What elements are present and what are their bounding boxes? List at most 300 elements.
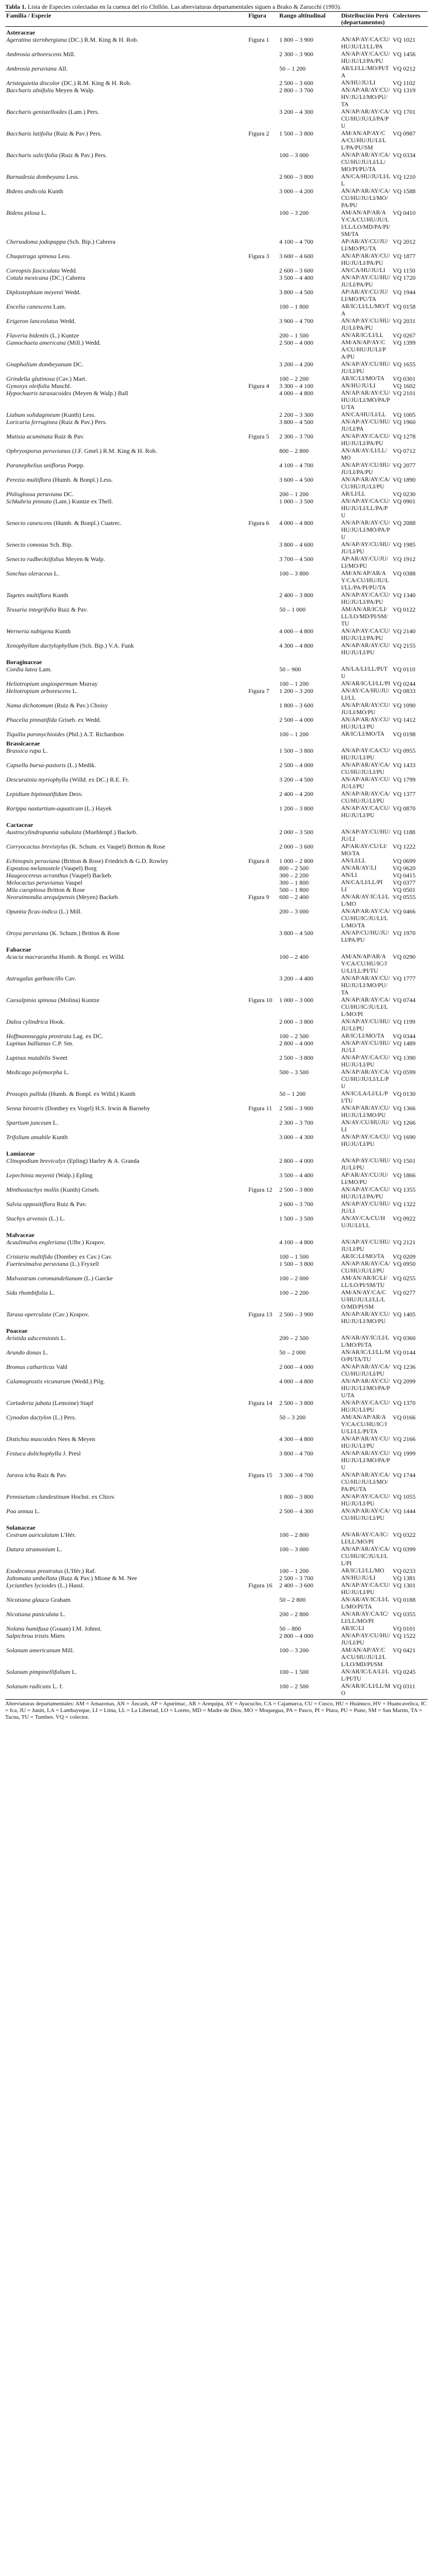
collector-cell: VQ 1522: [393, 1632, 416, 1639]
collector-cell: VQ 0415: [393, 872, 416, 879]
figure-cell: [247, 1040, 278, 1054]
table-row: [5, 1507, 428, 1522]
species-cell: [5, 79, 247, 87]
species-name: Lepidium bipinnatifidum: [6, 790, 68, 798]
family-row: [5, 1522, 428, 1531]
figure-cell: [247, 1435, 278, 1450]
distribution-cell: AM/AN/AR/IC/LI/LL/LO/MD/PI/SM/TU: [341, 606, 388, 627]
table-row: [5, 108, 428, 130]
distribution-cell: AN/AP/AY/CU/HU/JU/LI/PU: [341, 541, 391, 555]
collector-cell: VQ 2101: [393, 389, 416, 397]
altitude-cell: 2 300 – 3 700: [279, 1119, 313, 1126]
distribution-cell: AN/AP/AY/CU/HU/JU/LI/PU: [341, 1633, 391, 1646]
species-cell: [5, 209, 247, 238]
collector-cell: VQ 0399: [393, 1546, 416, 1553]
collector-cell: VQ 0712: [393, 447, 416, 454]
table-row: [5, 1040, 428, 1054]
figure-cell: [247, 274, 278, 289]
species-name: Heliotropium angiospermum: [6, 680, 78, 687]
collector-cell: VQ 1319: [393, 87, 416, 94]
figure-cell: [247, 418, 278, 433]
species-author: Muschl.: [51, 382, 72, 389]
species-name: Senna birostris: [6, 1105, 44, 1112]
species-name: Jaltomata umbellata: [6, 1574, 57, 1582]
altitude-cell: 3 800 – 4 500: [279, 289, 313, 296]
distribution-cell: AN/AP/AY/CA/CU/HU/JU/LI/PU: [341, 1134, 390, 1147]
distribution-cell: AN/AP/AY/CA/CU/HU/JU/LI/LL/PA: [341, 37, 390, 50]
species-cell: [5, 1414, 247, 1435]
species-cell: [5, 1349, 247, 1363]
distribution-cell: AN/AP/AY/CA/CU/HU/JU/LI/PU: [341, 1582, 390, 1596]
altitude-cell: 100 – 1 500: [279, 1668, 309, 1675]
species-name: Bidens andicola: [6, 188, 46, 195]
species-cell: [5, 418, 247, 433]
species-name: Nicotiana glauca: [6, 1596, 49, 1603]
distribution-cell: AN/AP/AY/CA/CU/HU/JU/LI/PA/PU: [341, 51, 390, 64]
altitude-cell: 2 500 – 3 800: [279, 1186, 313, 1193]
table-row: [5, 996, 428, 1018]
distribution-cell: AN/CA/HU/LI/LL: [341, 412, 386, 418]
altitude-cell: 2 000 – 3 500: [279, 828, 313, 836]
altitude-cell: 1 500 – 3 800: [279, 130, 313, 137]
table-row: [5, 1239, 428, 1253]
species-name: Melocactus peruvianus: [6, 879, 64, 886]
table-row: [5, 953, 428, 975]
species-name: Prosopis pallida: [6, 1090, 47, 1097]
altitude-cell: 4 300 – 4 800: [279, 642, 313, 649]
species-author: Lam.: [39, 666, 52, 673]
table-row: [5, 886, 428, 893]
figure-cell: [247, 1507, 278, 1522]
species-name: Baccharis latifolia: [6, 130, 53, 137]
column-header-species: Familia / Especie: [5, 12, 247, 27]
species-author: (L.) Pers.: [53, 1414, 76, 1421]
distribution-cell: AN/AP/AY/CU/HU/JU/LI/PA: [341, 419, 391, 432]
collector-cell: VQ 1055: [393, 1493, 416, 1500]
collector-cell: VQ 2121: [393, 1239, 416, 1246]
table-row: [5, 1582, 428, 1596]
species-name: Coreopsis fasciculata: [6, 267, 60, 274]
figure-cell: [247, 1493, 278, 1507]
species-author: Desv.: [69, 790, 83, 798]
table-row: [5, 687, 428, 702]
species-author: (Willd. ex DC.) R.E. Fr.: [70, 776, 129, 783]
collector-cell: VQ 1588: [393, 188, 416, 195]
species-author: Cav.: [65, 975, 76, 982]
distribution-cell: AN/AP/AR/AY/CA/CU/HU/JU/LI/PU: [341, 791, 390, 804]
species-author: (Vaupel) Borg: [61, 865, 97, 872]
species-author: Ruiz & Pav.: [57, 1200, 87, 1208]
family-row: [5, 944, 428, 953]
species-cell: [5, 1289, 247, 1311]
collector-cell: VQ 0166: [393, 1414, 416, 1421]
collector-cell: VQ 1960: [393, 418, 416, 426]
species-cell: [5, 1200, 247, 1215]
species-cell: [5, 1632, 247, 1647]
species-cell: [5, 1311, 247, 1325]
figure-cell: [247, 1611, 278, 1625]
species-author: L.: [41, 209, 47, 216]
distribution-cell: AR/IC/LI/MO/TA: [341, 376, 385, 382]
species-cell: [5, 1668, 247, 1683]
species-name: Capsella bursa-pastoris: [6, 761, 66, 769]
altitude-cell: 3 800 – 4 700: [279, 1450, 313, 1457]
figure-cell: [247, 1574, 278, 1582]
altitude-cell: 2 500 – 3 800: [279, 1054, 313, 1061]
collector-cell: VQ 1501: [393, 1157, 416, 1164]
species-cell: [5, 666, 247, 680]
distribution-cell: AN/AP/AR/AY/CA/CU/HU/IC/JU/LI/LL/PI: [341, 1546, 390, 1567]
figure-cell: [247, 975, 278, 996]
table-caption-text: Lista de Especies colectadas en la cuenca del río Chillón. Las abreviaturas departamentales siguen a Brako & Zarucchi (1993).: [27, 3, 342, 10]
collector-cell: VQ 1456: [393, 50, 416, 58]
table-row: [5, 1349, 428, 1363]
altitude-cell: 3 300 – 4 700: [279, 1471, 313, 1479]
altitude-cell: 3 200 – 4 300: [279, 108, 313, 115]
species-cell: [5, 1683, 247, 1697]
species-author: Lag. ex DC.: [73, 1032, 104, 1040]
species-author: L.: [42, 747, 48, 754]
figure-cell: [247, 87, 278, 108]
distribution-cell: AM/AN/AP/AY/CA/CU/HU/JU/LI/LL/PA/PU/SM: [341, 130, 386, 151]
species-cell: [5, 447, 247, 462]
species-author: (J.F. Gmel.) R.M. King & H. Rob.: [72, 447, 157, 454]
altitude-cell: 1 200 – 3 800: [279, 805, 313, 812]
figure-cell: [247, 267, 278, 274]
distribution-cell: AN/AP/AY/CU/HU/JU/LI/PA/PU: [341, 318, 391, 331]
altitude-cell: 50 – 900: [279, 666, 301, 673]
species-cell: [5, 1090, 247, 1105]
species-cell: [5, 1647, 247, 1668]
altitude-cell: 3 900 – 4 700: [279, 317, 313, 325]
table-caption: [5, 3, 428, 10]
altitude-cell: 200 – 1 200: [279, 490, 309, 498]
altitude-cell: 1 800 – 3 800: [279, 1493, 313, 1500]
distribution-cell: AN/AP/AR/AY/CU/JU/LI/PU: [341, 776, 390, 790]
table-row: [5, 130, 428, 151]
distribution-cell: AN/AP/AR/AY/CU/HU/JU/LI/MO/PA/PU: [341, 1450, 390, 1471]
distribution-cell: AN/AP/AR/AY/CU/HU/JU/LI/MO/PU: [341, 1311, 390, 1325]
distribution-cell: AP/AR/AY/CU/LI/MO/TA: [341, 843, 388, 857]
species-author: Meyen & Walp.: [65, 555, 105, 563]
species-name: Heliotropium arborescens: [6, 687, 71, 694]
species-author: (Muehlenpf.) Backeb.: [83, 828, 138, 836]
species-name: Dalea cylindrica: [6, 1018, 48, 1025]
species-cell: [5, 1215, 247, 1229]
distribution-cell: AR/LI/LL/MO/PI/TA: [341, 65, 389, 79]
species-cell: [5, 332, 247, 339]
species-author: L'Hér.: [60, 1531, 76, 1538]
family-row: [5, 738, 428, 747]
species-cell: [5, 173, 247, 188]
figure-cell: Figura 10: [248, 996, 273, 1004]
table-row: [5, 498, 428, 519]
species-author: L.: [53, 1119, 58, 1126]
altitude-cell: 200 – 2 500: [279, 1334, 309, 1342]
table-row: [5, 1647, 428, 1668]
species-cell: [5, 1378, 247, 1399]
figure-cell: [247, 929, 278, 944]
species-author: L.: [49, 1289, 55, 1296]
collector-cell: VQ 1188: [393, 828, 415, 836]
table-row: [5, 361, 428, 375]
figure-cell: [247, 1531, 278, 1546]
distribution-cell: AN/AR/AY/CA/IC/LI/LL/MO/PI: [341, 1611, 389, 1624]
table-row: [5, 805, 428, 819]
table-row: [5, 65, 428, 79]
altitude-cell: 4 100 – 4 700: [279, 238, 313, 245]
species-author: (K. Schum.) Britton & Rose: [49, 929, 120, 937]
collector-cell: VQ 1877: [393, 252, 416, 260]
species-cell: [5, 790, 247, 805]
figure-cell: [247, 1289, 278, 1311]
collector-cell: VQ 1102: [393, 79, 415, 87]
altitude-cell: 100 – 2 500: [279, 1032, 309, 1040]
altitude-cell: 2 800 – 3 700: [279, 87, 313, 94]
distribution-cell: AM/AN/AY/CA/CU/HU/JU/LI/LL/LO/MD/PI/SM: [341, 1290, 386, 1310]
species-cell: [5, 36, 247, 50]
altitude-cell: 4 000 – 4 800: [279, 389, 313, 397]
altitude-cell: 600 – 2 400: [279, 893, 309, 901]
altitude-cell: 50 – 800: [279, 1625, 301, 1632]
table-row: [5, 893, 428, 908]
collector-cell: VQ 1944: [393, 289, 416, 296]
species-author: (L.) Hayek: [85, 805, 112, 812]
species-name: Tessaria integrifolia: [6, 606, 57, 613]
collector-cell: VQ 2099: [393, 1378, 416, 1385]
species-name: Trifolium amabile: [6, 1133, 51, 1141]
collector-cell: VQ 1278: [393, 433, 416, 440]
species-author: (Ruiz & Pav.) Pers.: [59, 151, 107, 159]
species-author: Sch. Bip.: [49, 541, 73, 548]
species-cell: [5, 1069, 247, 1090]
collector-cell: VQ 1970: [393, 929, 416, 937]
altitude-cell: 2 300 – 3 700: [279, 433, 313, 440]
species-cell: [5, 1334, 247, 1349]
collector-cell: VQ 1355: [393, 1186, 416, 1193]
species-name: Opuntia ficus-indica: [6, 908, 57, 915]
collector-cell: VQ 0322: [393, 1531, 416, 1538]
distribution-cell: AR/IC/LI: [341, 1625, 364, 1632]
species-cell: [5, 953, 247, 975]
collector-cell: VQ 1412: [393, 716, 416, 723]
species-cell: [5, 555, 247, 570]
altitude-cell: 3 800 – 4 500: [279, 929, 313, 937]
species-cell: [5, 1596, 247, 1611]
table-footnote: Abreviaturas departamentales: AM = Amazonas, AN = Áncash, AP = Apurímac, AR = Arequipa, AY = Ayacucho, CA = Cajamarca, CU = Cusco, HU = Huánuco, HV = Huancavelica, IC = Ica, JU = Junín, LA = Lambayeque, LI = Lima, LL = La Libertad, LO = Loreto, MD = Madre de Dios, MO = Moquegua, PA = Pasco, PI = Piura, PU = Puno, SM = San Martín, TA = Tacna, TU = Tumbes. VQ = colector.: [5, 1699, 428, 1721]
species-author: Less.: [58, 252, 71, 260]
species-name: Barnadesia dombeyana: [6, 173, 65, 180]
altitude-cell: 1 000 – 2 800: [279, 857, 313, 865]
figure-cell: [247, 1090, 278, 1105]
figure-cell: [247, 872, 278, 879]
species-author: Poepp.: [68, 462, 85, 469]
altitude-cell: 3 200 – 4 200: [279, 361, 313, 368]
distribution-cell: AN/AP/AR/AY/CA/CU/HU/JU/LI/PU: [341, 477, 390, 490]
species-author: Britton & Rose: [47, 886, 85, 893]
collector-cell: VQ 0410: [393, 209, 416, 216]
altitude-cell: 2 000 – 3 800: [279, 1018, 313, 1025]
altitude-cell: 100 – 1 200: [279, 731, 309, 738]
altitude-cell: 3 300 – 4 100: [279, 382, 313, 389]
distribution-cell: AN/CA/HU/JU/LI: [341, 267, 385, 274]
species-name: Flaveria bidentis: [6, 332, 49, 339]
species-author: Humb. & Bonpl. ex Willd.: [59, 953, 125, 960]
species-author: (Humb. & Bonpl. ex Willd.) Kunth: [48, 1090, 136, 1097]
table-row: [5, 1668, 428, 1683]
family-name: Brassicaceae: [6, 740, 40, 747]
altitude-cell: 200 – 2 800: [279, 1611, 309, 1618]
collector-cell: VQ 0101: [393, 1625, 416, 1632]
collector-cell: VQ 1301: [393, 1582, 416, 1589]
figure-cell: Figura 9: [248, 893, 269, 901]
species-name: Aristida adscensionis: [6, 1334, 60, 1342]
distribution-cell: AN/AP/AY/CU/HU/JU/LI/PU: [341, 1158, 391, 1171]
altitude-cell: 2 600 – 3 700: [279, 1200, 313, 1208]
figure-cell: [247, 108, 278, 130]
species-cell: [5, 1032, 247, 1040]
collector-cell: VQ 0922: [393, 1215, 416, 1222]
species-name: Cotula mexicana: [6, 274, 48, 281]
species-author: L.: [72, 687, 78, 694]
table-row: [5, 1289, 428, 1311]
table-row: [5, 1200, 428, 1215]
distribution-cell: AM/AN/AP/AY/CA/CU/HU/JU/LI/LL/LO/MD/PI/SM: [341, 1647, 386, 1668]
collector-cell: VQ 2155: [393, 642, 416, 649]
altitude-cell: 100 – 3 000: [279, 151, 309, 159]
species-author: Less.: [66, 173, 79, 180]
species-name: Cordia lutea: [6, 666, 38, 673]
species-author: (L.) Garcke: [83, 1275, 113, 1282]
collector-cell: VQ 1985: [393, 541, 416, 548]
distribution-cell: AM/AN/AP/AR/AY/CA/CU/HU/JU/LI/LL/LO/MD/PA/PI/SM/TA: [341, 210, 390, 238]
figure-cell: [247, 289, 278, 303]
species-name: Astragalus garbancillo: [6, 975, 64, 982]
altitude-cell: 1 500 – 3 800: [279, 1260, 313, 1267]
altitude-cell: 2 500 – 3 700: [279, 1574, 313, 1582]
figure-cell: [247, 1647, 278, 1668]
species-name: Encelia canescens: [6, 303, 52, 310]
altitude-cell: 3 800 – 4 600: [279, 541, 313, 548]
species-cell: [5, 1363, 247, 1378]
collector-cell: VQ 0555: [393, 893, 416, 901]
column-header-altitude: Rango altitudinal: [278, 12, 340, 27]
distribution-cell: AM/AN/AR/IC/LI/LL/LO/PI/SM/TU: [341, 1275, 388, 1289]
species-name: Gnaphalium dombeyanum: [6, 361, 72, 368]
species-author: (Molina) Kuntze: [58, 996, 99, 1004]
species-cell: [5, 1133, 247, 1148]
collector-cell: VQ 1222: [393, 843, 416, 850]
species-cell: [5, 702, 247, 716]
figure-cell: [247, 1239, 278, 1253]
figure-cell: [247, 151, 278, 173]
altitude-cell: 2 000 – 3 600: [279, 843, 313, 850]
table-row: [5, 36, 428, 50]
table-row: [5, 1090, 428, 1105]
species-name: Lupinus mutabilis: [6, 1054, 51, 1061]
species-author: Lam.: [53, 303, 66, 310]
figure-cell: [247, 776, 278, 790]
species-author: Mill.: [63, 50, 76, 58]
species-cell: [5, 591, 247, 606]
table-row: [5, 908, 428, 929]
collector-cell: VQ 0599: [393, 1069, 416, 1076]
collector-cell: VQ 1720: [393, 274, 416, 281]
collector-cell: VQ 1390: [393, 1054, 416, 1061]
distribution-cell: AP/AR/AY/CU/JU/LI/MO/PU/TA: [341, 289, 388, 302]
species-name: Baccharis salicifolia: [6, 151, 58, 159]
family-name: Cactaceae: [6, 821, 33, 828]
figure-cell: [247, 570, 278, 591]
distribution-cell: AN/AP/AY/CU/HU/JU/LI: [341, 829, 391, 842]
species-name: Cortaderia jubata: [6, 1399, 52, 1406]
species-cell: [5, 1567, 247, 1574]
figure-cell: [247, 1133, 278, 1148]
species-name: Senecio rudbeckiifolius: [6, 555, 64, 563]
table-row: [5, 1596, 428, 1611]
collector-cell: VQ 0744: [393, 996, 416, 1004]
altitude-cell: 4 100 – 4 800: [279, 1239, 313, 1246]
species-name: Ophryosporus peruvianus: [6, 447, 71, 454]
figure-cell: [247, 731, 278, 738]
species-name: Phacelia pinnatifida: [6, 716, 57, 723]
species-author: (Cav.) Krapov.: [53, 1311, 90, 1318]
figure-cell: [247, 447, 278, 462]
figure-cell: [247, 209, 278, 238]
species-cell: [5, 1507, 247, 1522]
distribution-cell: AR/IC/LI/LL/MO: [341, 1568, 384, 1574]
collector-cell: VQ 1236: [393, 1363, 416, 1370]
altitude-cell: 2 500 – 4 000: [279, 761, 313, 769]
species-cell: [5, 65, 247, 79]
altitude-cell: 200 – 1 500: [279, 332, 309, 339]
species-author: (Sch. Bip.) V.A. Funk: [80, 642, 134, 649]
species-name: Minthostachys mollis: [6, 1186, 59, 1193]
table-row: [5, 1260, 428, 1275]
species-name: Pennisetum clandestinum: [6, 1493, 70, 1500]
species-author: (Mill.) Wedd.: [67, 339, 101, 346]
species-author: (L'Hér.) Raf.: [64, 1567, 96, 1574]
species-cell: [5, 490, 247, 498]
collector-cell: VQ 0311: [393, 1683, 415, 1690]
species-name: Hypochaeris taraxacoides: [6, 389, 72, 397]
figure-cell: [247, 716, 278, 731]
species-name: Bidens pilosa: [6, 209, 40, 216]
collector-cell: VQ 1399: [393, 339, 416, 346]
collector-cell: VQ 1150: [393, 267, 415, 274]
table-row: [5, 1683, 428, 1697]
altitude-cell: 200 – 3 000: [279, 908, 309, 915]
species-cell: [5, 252, 247, 267]
figure-cell: [247, 173, 278, 188]
species-name: Jarava ichu: [6, 1471, 36, 1479]
distribution-cell: AN/CA/LI/LL/PI: [341, 879, 383, 886]
figure-cell: [247, 50, 278, 65]
distribution-cell: AN/AP/AY/CU/HU/JU/LI/PU: [341, 361, 391, 375]
collector-cell: VQ 1366: [393, 1105, 416, 1112]
table-row: [5, 1311, 428, 1325]
distribution-cell: AN/AP/AR/AY/CU/HU/JU/LI/MO/PU/TA: [341, 975, 390, 996]
collector-cell: VQ 1701: [393, 108, 416, 115]
table-row: [5, 628, 428, 642]
species-cell: [5, 1119, 247, 1133]
species-cell: [5, 108, 247, 130]
species-cell: [5, 498, 247, 519]
distribution-cell: AN/AP/AY/CA/CU/HU/JU/LI/PA/PU: [341, 592, 390, 605]
distribution-cell: AN/AP/AY/CA/CU/HU/JU/LI/PU: [341, 1055, 390, 1068]
figure-cell: [247, 1632, 278, 1647]
figure-cell: [247, 1363, 278, 1378]
